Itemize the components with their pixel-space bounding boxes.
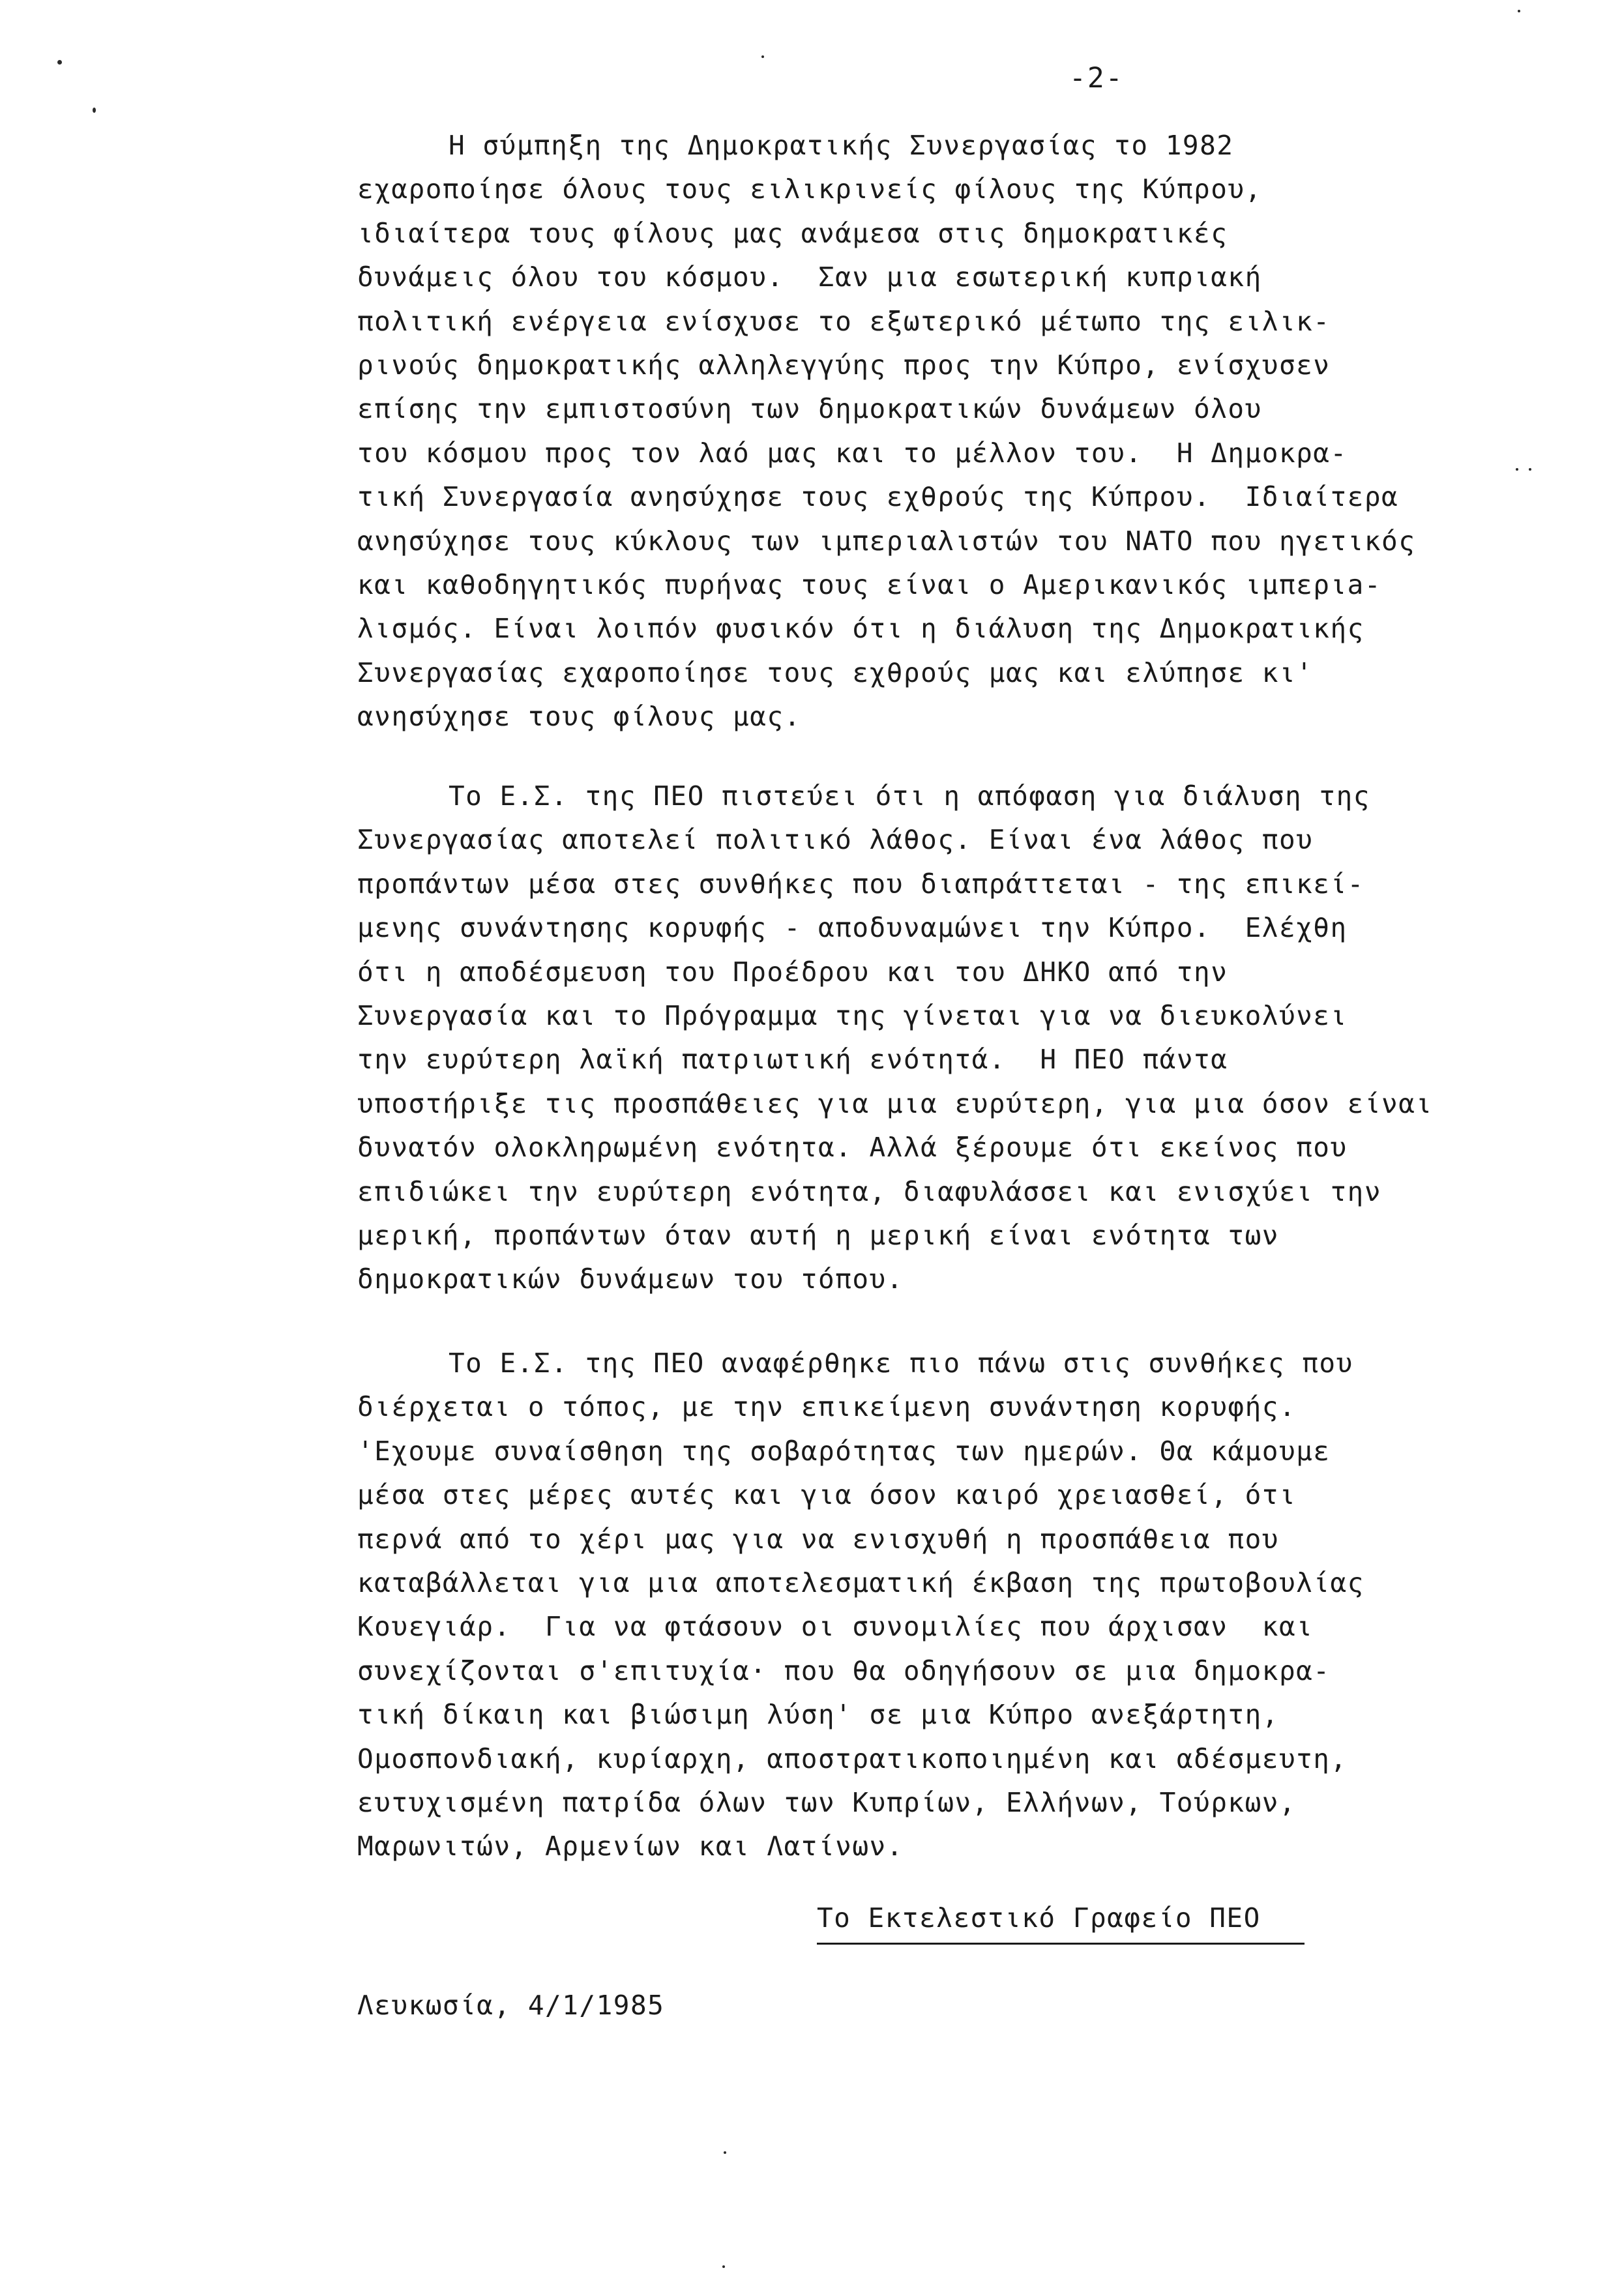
place-date: Λευκωσία, 4/1/1985 <box>357 1990 665 2021</box>
text-line: προπάντων μέσα στες συνθήκες που διαπράττεται - της επικεί- <box>357 868 1364 900</box>
signature-block: Το Εκτελεστικό Γραφείο ΠΕΟ <box>817 1902 1261 1934</box>
text-line: συνεχίζονται σ'επιτυχία· που θα οδηγήσουν σε μια δημοκρα- <box>357 1655 1331 1686</box>
text-line: την ευρύτερη λαϊκή πατριωτική ενότητά. Η ΠΕΟ πάντα <box>357 1044 1228 1076</box>
scan-speck <box>724 2151 726 2154</box>
text-line: ανησύχησε τους κύκλους των ιμπεριαλιστών του ΝΑΤΟ που ηγετικός <box>357 525 1416 557</box>
text-line: ότι η αποδέσμευση του Προέδρου και του ΔΗΚΟ από την <box>357 956 1228 988</box>
scan-speck <box>93 108 96 113</box>
text-line: ρινούς δημοκρατικής αλληλεγγύης προς την Κύπρο, ενίσχυσεν <box>357 349 1331 381</box>
text-line: δημοκρατικών δυνάμεων του τόπου. <box>357 1263 904 1295</box>
text-line: διέρχεται ο τόπος, με την επικείμενη συνάντηση κορυφής. <box>357 1391 1297 1423</box>
text-line: Το Ε.Σ. της ΠΕΟ αναφέρθηκε πιο πάνω στις συνθήκες που <box>449 1347 1353 1379</box>
text-line: δυνάμεις όλου του κόσμου. Σαν μια εσωτερική κυπριακή <box>357 261 1262 293</box>
text-line: δυνατόν ολοκληρωμένη ενότητα. Αλλά ξέρουμε ότι εκείνος που <box>357 1132 1348 1164</box>
text-line: 'Εχουμε συναίσθηση της σοβαρότητας των ημερών. Θα κάμουμε <box>357 1435 1331 1467</box>
text-line: μέσα στες μέρες αυτές και για όσον καιρό χρειασθεί, ότι <box>357 1479 1297 1511</box>
text-line: ανησύχησε τους φίλους μας. <box>357 701 801 733</box>
text-line: περνά από το χέρι μας για να ενισχυθή η προσπάθεια που <box>357 1523 1279 1555</box>
text-line: τική Συνεργασία ανησύχησε τους εχθρούς της Κύπρου. Ιδιαίτερα <box>357 481 1399 513</box>
page-number: -2- <box>1069 62 1124 95</box>
text-line: εχαροποίησε όλους τους ειλικρινείς φίλους της Κύπρου, <box>357 173 1262 205</box>
text-line: Το Ε.Σ. της ΠΕΟ πιστεύει ότι η απόφαση για διάλυση της <box>449 780 1370 812</box>
scan-speck <box>1529 468 1531 471</box>
text-line: μερική, προπάντων όταν αυτή η μερική είναι ενότητα των <box>357 1219 1279 1251</box>
text-line: και καθοδηγητικός πυρήνας τους είναι ο Αμερικανικός ιμπεριa- <box>357 568 1382 600</box>
text-line: ιδιαίτερα τους φίλους μας ανάμεσα στις δημοκρατικές <box>357 217 1228 249</box>
scan-speck <box>57 60 62 65</box>
paragraph-political-mistake <box>357 774 1466 1302</box>
scan-speck <box>761 55 764 58</box>
text-line: του κόσμου προς τον λαό μας και το μέλλον του. Η Δημοκρα- <box>357 437 1348 469</box>
text-line: Κουεγιάρ. Για να φτάσουν οι συνομιλίες που άρχισαν και <box>357 1611 1314 1643</box>
text-line: μενης συνάντησης κορυφής - αποδυναμώνει την Κύπρο. Ελέχθη <box>357 912 1348 944</box>
scan-speck <box>1518 10 1520 12</box>
paragraph-summit-conditions <box>357 1342 1466 1869</box>
text-line: Ομοσπονδιακή, κυρίαρχη, αποστρατικοποιημένη και αδέσμευτη, <box>357 1743 1348 1774</box>
signature-underline <box>817 1943 1305 1945</box>
text-line: λισμός. Είναι λοιπόν φυσικόν ότι η διάλυση της Δημοκρατικής <box>357 613 1364 645</box>
text-line: ευτυχισμένη πατρίδα όλων των Κυπρίων, Ελλήνων, Τούρκων, <box>357 1786 1297 1818</box>
text-line: επίσης την εμπιστοσύνη των δημοκρατικών δυνάμεων όλου <box>357 393 1262 425</box>
scan-speck <box>1516 468 1518 471</box>
text-line: τική δίκαιη και βιώσιμη λύση' σε μια Κύπρο ανεξάρτητη, <box>357 1699 1279 1731</box>
text-line: Συνεργασίας αποτελεί πολιτικό λάθος. Είναι ένα λάθος που <box>357 824 1314 856</box>
text-line: Συνεργασία και το Πρόγραμμα της γίνεται για να διευκολύνει <box>357 999 1348 1031</box>
text-line: επιδιώκει την ευρύτερη ενότητα, διαφυλάσσει και ενισχύει την <box>357 1175 1382 1207</box>
text-line: υποστήριξε τις προσπάθειες για μια ευρύτερη, για μια όσον είναι <box>357 1087 1433 1119</box>
text-line: Μαρωνιτών, Αρμενίων και Λατίνων. <box>357 1831 904 1862</box>
text-line: Η σύμπηξη της Δημοκρατικής Συνεργασίας το 1982 <box>449 130 1234 161</box>
text-line: πολιτική ενέργεια ενίσχυσε το εξωτερικό μέτωπο της ειλικ- <box>357 305 1331 337</box>
text-line: Συνεργασίας εχαροποίησε τους εχθρούς μας και ελύπησε κι' <box>357 656 1314 688</box>
scan-speck <box>722 2265 725 2268</box>
paragraph-democratic-cooperation <box>357 124 1466 739</box>
text-line: καταβάλλεται για μια αποτελεσματική έκβαση της πρωτοβουλίας <box>357 1567 1364 1598</box>
